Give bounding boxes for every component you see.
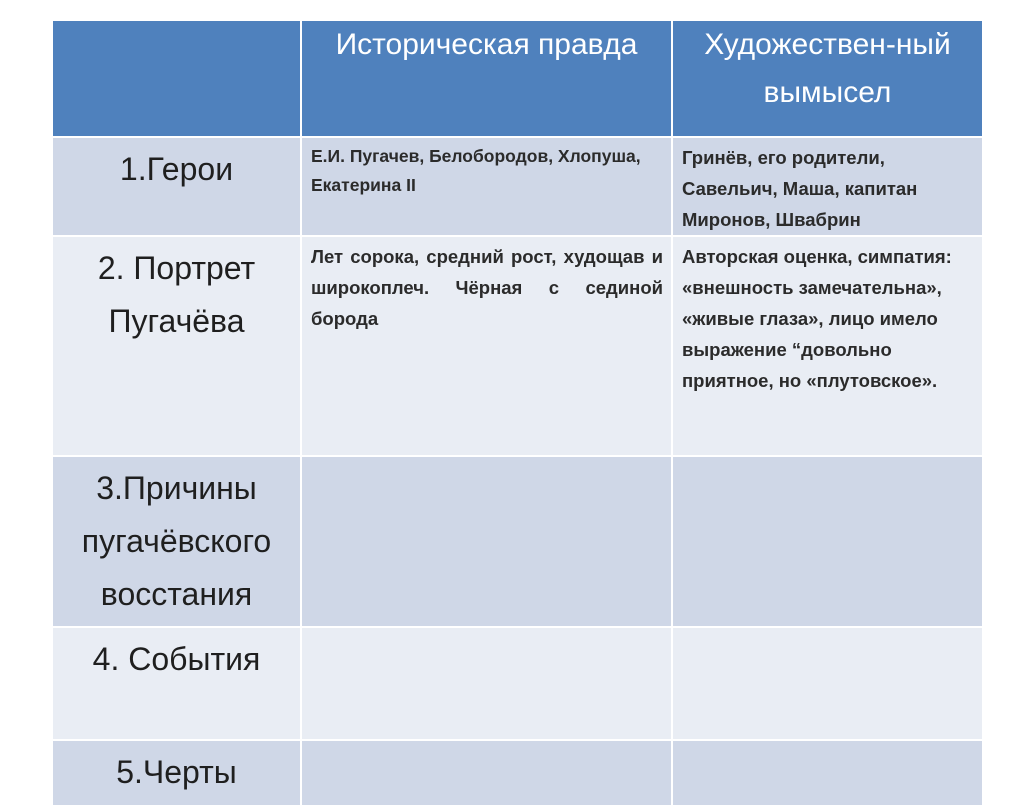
historical-cell [301, 627, 672, 740]
row-label: 2. Портрет Пугачёва [97, 250, 256, 339]
fiction-text: Гринёв, его родители, Савельич, Маша, капитан Миронов, Швабрин [682, 147, 918, 230]
row-label-cell [52, 627, 301, 740]
row-label-cell [52, 137, 301, 236]
table-header-row [52, 20, 983, 137]
fiction-cell [672, 627, 983, 740]
historical-cell [301, 137, 672, 236]
row-label-cell [52, 740, 301, 806]
comparison-table [51, 19, 984, 807]
fiction-cell [672, 236, 983, 456]
historical-text: Е.И. Пугачев, Белобородов, Хлопуша, Екатерина II [311, 146, 641, 195]
header-cell-artistic-fiction [672, 20, 983, 137]
table-row [52, 740, 983, 806]
table-row [52, 236, 983, 456]
fiction-cell [672, 456, 983, 627]
fiction-cell [672, 137, 983, 236]
header-artistic-fiction: Художествен-ный вымысел [704, 28, 951, 109]
row-label: 4. События [92, 641, 261, 677]
table-row [52, 627, 983, 740]
header-cell-historical-truth [301, 20, 672, 137]
historical-cell [301, 740, 672, 806]
historical-text: Лет сорока, средний рост, худощав и широкоплеч. Чёрная с сединой борода [311, 246, 663, 329]
row-label: 1.Герои [119, 151, 234, 187]
fiction-text: Авторская оценка, симпатия: «внешность замечательна», «живые глаза», лицо имело выражение “довольно приятное, но «плутовское». [682, 246, 952, 391]
historical-cell [301, 236, 672, 456]
row-label: 3.Причины пугачёвского восстания [81, 470, 272, 612]
header-historical-truth: Историческая правда [335, 28, 638, 61]
historical-cell [301, 456, 672, 627]
table-row [52, 456, 983, 627]
table-row [52, 137, 983, 236]
row-label-cell [52, 236, 301, 456]
fiction-cell [672, 740, 983, 806]
row-label: 5.Черты [116, 754, 237, 790]
header-cell-empty [52, 20, 301, 137]
row-label-cell [52, 456, 301, 627]
